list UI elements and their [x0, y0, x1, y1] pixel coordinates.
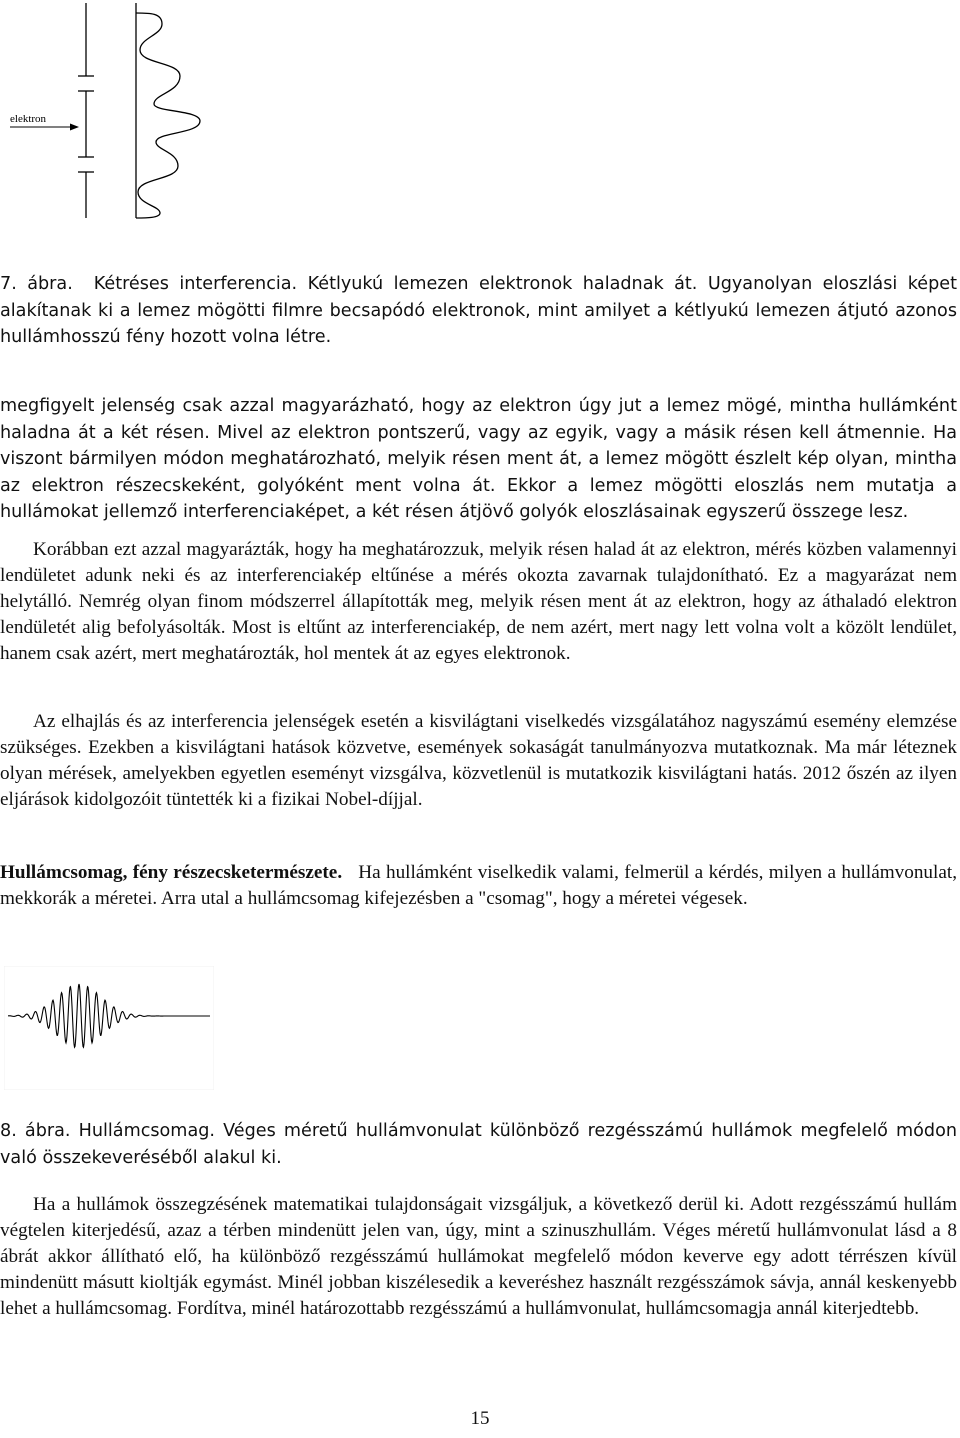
- wave-packet-figure: [4, 966, 214, 1090]
- figure7-label: 7. ábra.: [0, 274, 73, 294]
- figure7-caption: [0, 271, 957, 351]
- paragraph-observation: [0, 393, 957, 526]
- figure8-caption: [0, 1118, 957, 1171]
- figure8-caption-text: Hullámcsomag. Véges méretű hullámvonulat különböző rezgésszámú hullámok megfelelő módon való összekeveréséből alakul ki.: [0, 1121, 957, 1168]
- paragraph-superposition-text: Ha a hullámok összegzésének matematikai tulajdonságait vizsgáljuk, a következő derül ki. Adott rezgésszámú hullám végtelen kiterjedésű, azaz a térben mindenütt jelen van, úgy, mint a szinuszhullám. Véges méretű hullámvonulat lásd a 8 ábrát akkor állítható elő, ha különböző rezgésszámú hullámokat megfelelő módon keverve egy adott térrészen kívül mindenütt másutt kioltják egymást. Minél jobban kiszélesedik a keveréshez használt rezgésszámok sávja, annál keskenyebb lehet a hullámcsomag. Fordítva, minél határozottabb rezgésszámú a hullámvonulat, hullámcsomagja annál kiterjedtebb.: [0, 1194, 957, 1319]
- electron-label: elektron: [10, 113, 47, 125]
- paragraph-explanation: [0, 537, 957, 667]
- section-intro-text: Ha hullámként viselkedik valami, felmerül a kérdés, milyen a hullámvonulat, mekkorák a méretei. Arra utal a hullámcsomag kifejezésben a "csomag", hogy a méretei végesek.: [0, 862, 957, 909]
- double-slit-figure: [0, 0, 240, 230]
- page-number: 15: [470, 1408, 490, 1429]
- interference-pattern-curve: [136, 13, 200, 218]
- paragraph-microworld: [0, 709, 957, 813]
- paragraph-explanation-text: Korábban ezt azzal magyarázták, hogy ha meghatározzuk, melyik résen halad át az elektron, mérés közben valamennyi lendületet adunk neki és az interferenciakép eltűnése a mérés okozta zavarnak tulajdonítható. Ez a magyarázat nem helytálló. Nemrég olyan finom módszerrel állapították meg, melyik résen ment át az elektron, hogy az áthaladó elektron lendületét alig befolyásolták. Most is eltűnt az interferenciakép, de nem azért, mert nagy lett volna volt a közölt lendület, hanem csak azért, mert meghatározták, hol mentek át az egyes elektronok.: [0, 539, 957, 664]
- paragraph-observation-text: megfigyelt jelenség csak azzal magyarázható, hogy az elektron úgy jut a lemez mögé, mintha hullámként haladna át a két résen. Mivel az elektron pontszerű, vagy az egyik, vagy a másik résen kell átmennie. Ha viszont bármilyen módon meghatározható, melyik résen ment át, a lemez mögött észlelt kép olyan, mintha az elektron részecskeként, golyóként ment volna át. Ekkor a lemez mögötti eloszlás nem mutatja a hullámokat jellemző interferenciaképet, a két résen átjövő golyók eloszlásainak egyszerű összege lesz.: [0, 396, 957, 522]
- wave-packet-curve: [8, 984, 210, 1047]
- figure8-label: 8. ábra.: [0, 1121, 71, 1141]
- electron-arrow-head: [70, 124, 79, 131]
- figure7-caption-text: Kétréses interferencia. Kétlyukú lemezen elektronok haladnak át. Ugyanolyan eloszlási képet alakítanak ki a lemez mögötti filmre becsapódó elektronok, mint amilyet a kétlyukú lemezen átjutó azonos hullámhosszú fény hozott volna létre.: [0, 274, 957, 347]
- paragraph-microworld-text: Az elhajlás és az interferencia jelenségek esetén a kisvilágtani viselkedés vizsgálatához nagyszámú esemény elemzése szükséges. Ezekben a kisvilágtani hatások közvetve, események sokaságát tanulmányozva mutatkoznak. Ma már léteznek olyan mérések, amelyekben egyetlen eseményt vizsgálva, közvetlenül is mutatkozik kisvilágtani hatás. 2012 őszén az ilyen eljárások kidolgozóit tüntették ki a fizikai Nobel-díjjal.: [0, 711, 957, 810]
- section-wave-packet: [0, 860, 957, 912]
- section-title: Hullámcsomag, fény részecsketermészete.: [0, 862, 343, 883]
- paragraph-superposition: [0, 1192, 957, 1322]
